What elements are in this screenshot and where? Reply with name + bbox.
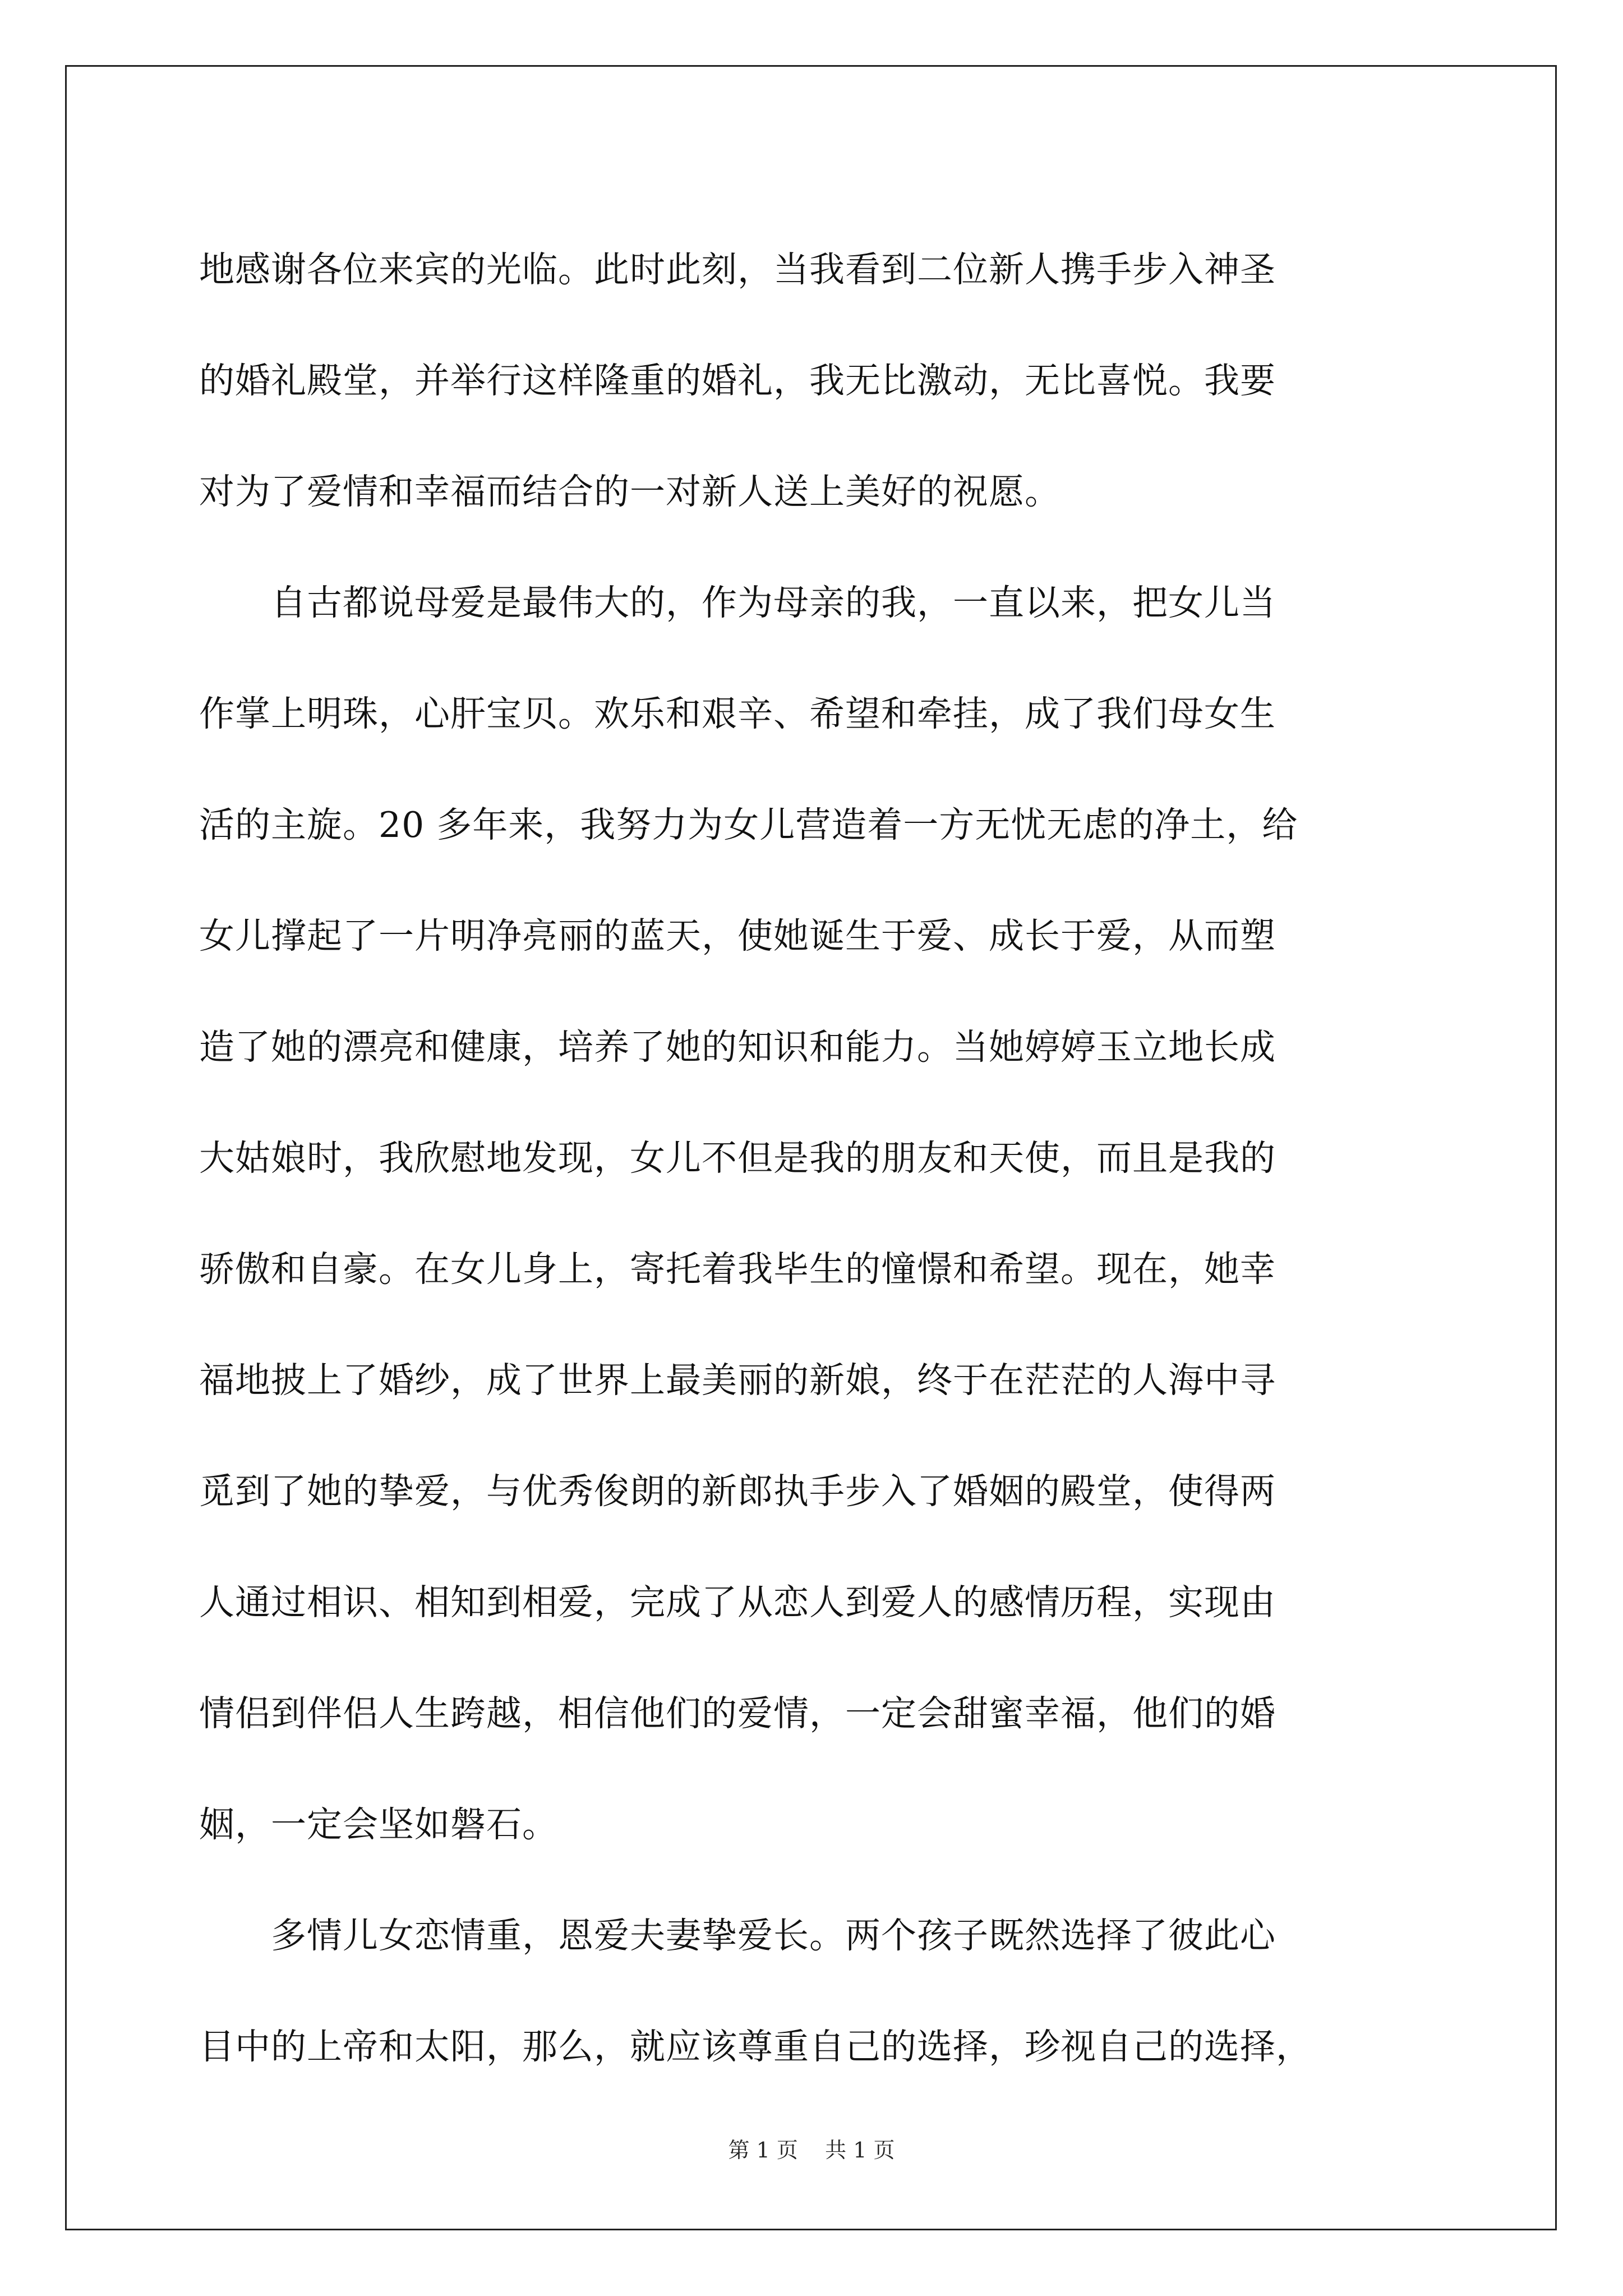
- text-line: 作掌上明珠，心肝宝贝。欢乐和艰辛、希望和牵挂，成了我们母女生: [199, 693, 1276, 734]
- text-line: 地感谢各位来宾的光临。此时此刻，当我看到二位新人携手步入神圣: [199, 249, 1276, 290]
- text-line: 觅到了她的挚爱，与优秀俊朗的新郎执手步入了婚姻的殿堂，使得两: [199, 1471, 1276, 1512]
- text-line: 姻，一定会坚如磐石。: [199, 1804, 558, 1845]
- text-line: 女儿撑起了一片明净亮丽的蓝天，使她诞生于爱、成长于爱，从而塑: [199, 915, 1276, 956]
- text-line: 活的主旋。20 多年来，我努力为女儿营造着一方无忧无虑的净土，给: [199, 804, 1298, 845]
- text-line: 造了她的漂亮和健康，培养了她的知识和能力。当她婷婷玉立地长成: [199, 1027, 1276, 1068]
- text-line: 的婚礼殿堂，并举行这样隆重的婚礼，我无比激动，无比喜悦。我要: [199, 360, 1276, 401]
- text-line: 福地披上了婚纱，成了世界上最美丽的新娘，终于在茫茫的人海中寻: [199, 1360, 1276, 1401]
- paragraph-start-line: 自古都说母爱是最伟大的，作为母亲的我，一直以来，把女儿当: [271, 582, 1276, 623]
- paragraph-start-line: 多情儿女恋情重，恩爱夫妻挚爱长。两个孩子既然选择了彼此心: [271, 1915, 1276, 1956]
- text-line: 骄傲和自豪。在女儿身上，寄托着我毕生的憧憬和希望。现在，她幸: [199, 1249, 1276, 1290]
- document-body: [199, 214, 1422, 2102]
- text-line: 大姑娘时，我欣慰地发现，女儿不但是我的朋友和天使，而且是我的: [199, 1138, 1276, 1179]
- text-line: 人通过相识、相知到相爱，完成了从恋人到爱人的感情历程，实现由: [199, 1582, 1276, 1623]
- text-line: 情侣到伴侣人生跨越，相信他们的爱情，一定会甜蜜幸福，他们的婚: [199, 1693, 1276, 1734]
- page-number-footer: 第 1 页 共 1 页: [728, 2138, 895, 2162]
- text-line: 目中的上帝和太阳，那么，就应该尊重自己的选择，珍视自己的选择，: [199, 2026, 1312, 2067]
- text-line: 对为了爱情和幸福而结合的一对新人送上美好的祝愿。: [199, 471, 1061, 512]
